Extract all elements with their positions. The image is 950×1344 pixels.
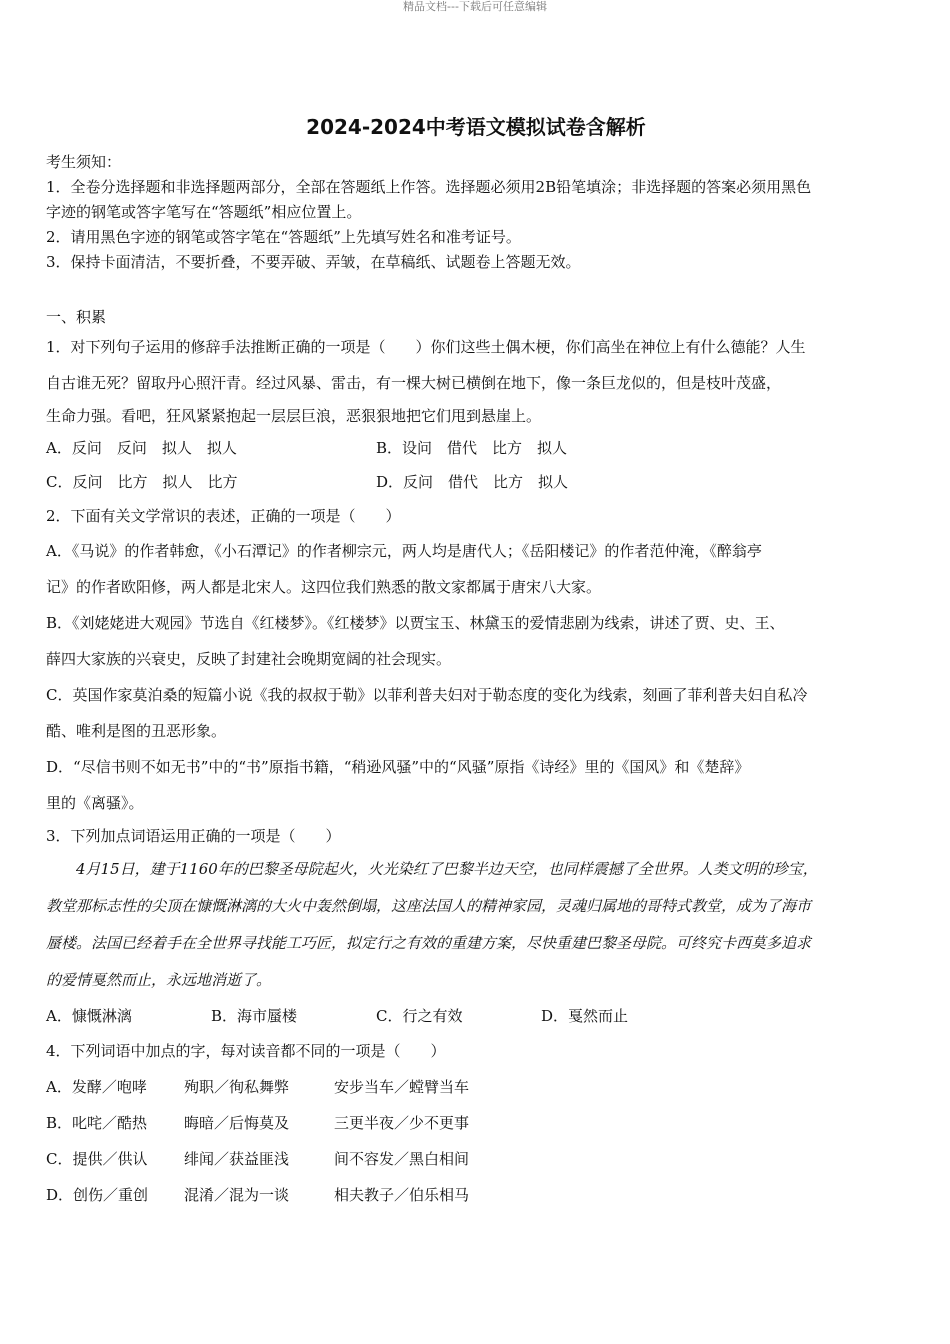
notice-line: 1．全卷分选择题和非选择题两部分，全部在答题纸上作答。选择题必须用2B铅笔填涂；非选择题的答案必须用黑色 [46, 178, 812, 196]
option-part: B．叱咤／酷热 [46, 1114, 148, 1132]
notice-line: 3．保持卡面清洁，不要折叠，不要弄破、弄皱，在草稿纸、试题卷上答题无效。 [46, 253, 581, 271]
section-heading: 一、积累 [46, 308, 107, 326]
option-part: D．创伤／重创 [46, 1186, 149, 1204]
option-row [46, 1069, 906, 1105]
exam-page [46, 112, 906, 1213]
passage [46, 851, 906, 999]
option-line: 里的《离骚》。 [46, 794, 144, 812]
option-c: C．反问 比方 拟人 比方 [46, 473, 238, 491]
option-d: D．反问 借代 比方 拟人 [376, 473, 569, 491]
question-stem: 4．下列词语中加点的字，每对读音都不同的一项是（ ） [46, 1042, 446, 1060]
option-part: A．发酵／咆哮 [46, 1078, 147, 1096]
option-part: 混淆／混为一谈 [184, 1186, 290, 1204]
option-line: 薛四大家族的兴衰史，反映了封建社会晚期宽阔的社会现实。 [46, 650, 452, 668]
notice-block [46, 150, 906, 275]
notice-line: 字迹的钢笔或答字笔写在“答题纸”相应位置上。 [46, 203, 362, 221]
option-b: B．设问 借代 比方 拟人 [376, 439, 568, 457]
option-line: D．“尽信书则不如无书”中的“书”原指书籍，“稍逊风骚”中的“风骚”原指《诗经》里的《国风》和《楚辞》 [46, 758, 750, 776]
question-1 [46, 329, 906, 499]
option-part: 殉职／徇私舞弊 [184, 1078, 290, 1096]
passage-line: 蜃楼。法国已经着手在全世界寻找能工巧匠，拟定行之有效的重建方案，尽快重建巴黎圣母院。可终究卡西莫多追求 [46, 934, 812, 952]
options-row [46, 465, 906, 499]
option-part: 三更半夜／少不更事 [334, 1114, 470, 1132]
option-line: 酷、唯利是图的丑恶形象。 [46, 722, 227, 740]
passage-line: 的爱情戛然而止，永远地消逝了。 [46, 971, 272, 989]
option-part: 间不容发／黑白相间 [334, 1150, 470, 1168]
notice-heading: 考生须知： [46, 153, 122, 171]
option-line: B．《刘姥姥进大观园》节选自《红楼梦》。《红楼梦》以贾宝玉、林黛玉的爱情悲剧为线索，讲述了贾、史、王、 [46, 614, 785, 632]
question-line: 1．对下列句子运用的修辞手法推断正确的一项是（ ）你们这些土偶木梗，你们高坐在神位上有什么德能？人生 [46, 338, 806, 356]
question-stem: 2．下面有关文学常识的表述，正确的一项是（ ） [46, 507, 401, 525]
option-line: 记》的作者欧阳修，两人都是北宋人。这四位我们熟悉的散文家都属于唐宋八大家。 [46, 578, 602, 596]
question-4 [46, 1033, 906, 1213]
question-2 [46, 499, 906, 821]
question-stem: 3．下列加点词语运用正确的一项是（ ） [46, 827, 341, 845]
option-part: 晦暗／后悔莫及 [184, 1114, 290, 1132]
page-title: 2024-2024中考语文模拟试卷含解析 [306, 115, 646, 139]
option-b: B．海市蜃楼 [211, 1007, 298, 1025]
option-c: C．行之有效 [376, 1007, 463, 1025]
option-a: A．反问 反问 拟人 拟人 [46, 439, 237, 457]
question-3 [46, 821, 906, 1033]
option-row [46, 1105, 906, 1141]
option-part: 安步当车／螳臂当车 [334, 1078, 470, 1096]
option-part: 绯闻／获益匪浅 [184, 1150, 290, 1168]
question-line: 自古谁无死？留取丹心照汗青。经过风暴、雷击，有一棵大树已横倒在地下，像一条巨龙似的，但是枝叶茂盛， [46, 374, 782, 392]
option-row [46, 1177, 906, 1213]
passage-line: 教堂那标志性的尖顶在慷慨淋漓的大火中轰然倒塌，这座法国人的精神家园，灵魂归属地的哥特式教堂，成为了海市 [46, 897, 812, 915]
option-row [46, 1141, 906, 1177]
options-row [46, 999, 906, 1033]
passage-line: 4月15日，建于1160年的巴黎圣母院起火，火光染红了巴黎半边天空，也同样震撼了全世界。人类文明的珍宝， [76, 860, 818, 878]
options-row [46, 431, 906, 465]
option-part: 相夫教子／伯乐相马 [334, 1186, 470, 1204]
question-line: 生命力强。看吧，狂风紧紧抱起一层层巨浪，恶狠狠地把它们甩到悬崖上。 [46, 407, 542, 425]
option-line: A．《马说》的作者韩愈，《小石潭记》的作者柳宗元，两人均是唐代人；《岳阳楼记》的作者范仲淹，《醉翁亭 [46, 542, 762, 560]
option-d: D．戛然而止 [541, 1007, 629, 1025]
option-line: C．英国作家莫泊桑的短篇小说《我的叔叔于勒》以菲利普夫妇对于勒态度的变化为线索，刻画了菲利普夫妇自私冷 [46, 686, 808, 704]
notice-line: 2．请用黑色字迹的钢笔或答字笔在“答题纸”上先填写姓名和准考证号。 [46, 228, 521, 246]
header-note: 精品文档---下载后可任意编辑 [403, 0, 547, 13]
option-part: C．提供／供认 [46, 1150, 148, 1168]
option-a: A．慷慨淋漓 [46, 1007, 132, 1025]
